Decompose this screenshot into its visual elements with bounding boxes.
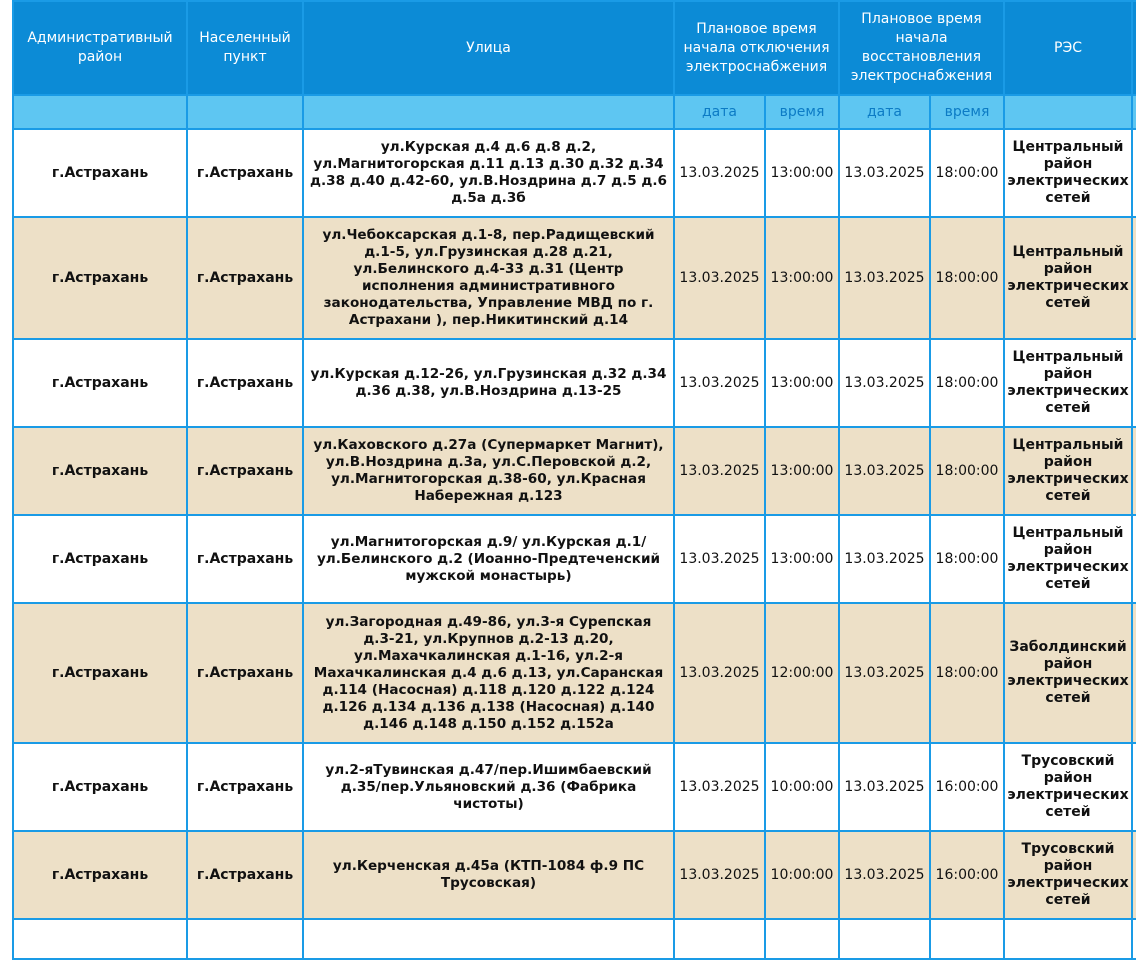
cell-extra [1132,339,1136,427]
cell-extra [1132,743,1136,831]
cell-extra [1132,217,1136,339]
table-row [13,217,1136,339]
subheader-row [13,95,1136,129]
subheader-empty [13,95,187,129]
cell-res: Центральный район электрических сетей [1004,217,1132,339]
cell-on-date: 13.03.2025 [839,603,930,743]
table-row [13,339,1136,427]
cell-district: г.Астрахань [13,831,187,919]
cell-extra [1132,831,1136,919]
col-header-locality: Населенный пункт [187,1,303,95]
cell-street: ул.Чебоксарская д.1-8, пер.Радищевский д.1-5, ул.Грузинская д.28 д.21, ул.Белинского д.4-33 д.31 (Центр исполнения административного законодательства, Управление МВД по г. Астрахани ), пер.Никитинский д.14 [303,217,674,339]
cell-on-time: 18:00:00 [930,129,1004,217]
cell-district: г.Астрахань [13,743,187,831]
cell-on-time: 18:00:00 [930,217,1004,339]
cell-street: ул.Каховского д.27а (Супермаркет Магнит), ул.В.Ноздрина д.3а, ул.С.Перовской д.2, ул.Магнитогорская д.38-60, ул.Красная Набережная д.123 [303,427,674,515]
cell-extra [1132,603,1136,743]
table-row [13,919,1136,959]
cell-on-date: 13.03.2025 [839,217,930,339]
subheader-empty [1132,95,1136,129]
col-header-street: Улица [303,1,674,95]
cell-res: Заболдинский район электрических сетей [1004,603,1132,743]
cell-district: г.Астрахань [13,129,187,217]
cell-off-date: 13.03.2025 [674,427,765,515]
cell-on-date: 13.03.2025 [839,515,930,603]
cell-district: г.Астрахань [13,339,187,427]
outage-schedule-table [12,0,1136,960]
table-row [13,831,1136,919]
subheader-empty [1004,95,1132,129]
cell-on-date [839,919,930,959]
cell-off-date: 13.03.2025 [674,603,765,743]
cell-off-date: 13.03.2025 [674,217,765,339]
cell-district [13,919,187,959]
cell-on-date: 13.03.2025 [839,129,930,217]
cell-on-time: 18:00:00 [930,427,1004,515]
cell-on-time [930,919,1004,959]
cell-on-date: 13.03.2025 [839,743,930,831]
cell-on-date: 13.03.2025 [839,339,930,427]
cell-locality: г.Астрахань [187,129,303,217]
cell-street: ул.Загородная д.49-86, ул.3-я Сурепская д.3-21, ул.Крупнов д.2-13 д.20, ул.Махачкалинская д.1-16, ул.2-я Махачкалинская д.4 д.6 д.13, ул.Саранская д.114 (Насосная) д.118 д.120 д.122 д.124 д.126 д.134 д.136 д.138 (Насосная) д.140 д.146 д.148 д.150 д.152 д.152а [303,603,674,743]
cell-street: ул.Магнитогорская д.9/ ул.Курская д.1/ ул.Белинского д.2 (Иоанно-Предтеченский мужской монастырь) [303,515,674,603]
cell-on-time: 16:00:00 [930,831,1004,919]
cell-on-time: 18:00:00 [930,339,1004,427]
cell-off-time [765,919,839,959]
cell-off-time: 12:00:00 [765,603,839,743]
cell-extra [1132,427,1136,515]
cell-off-date: 13.03.2025 [674,831,765,919]
cell-on-date: 13.03.2025 [839,427,930,515]
cell-district: г.Астрахань [13,515,187,603]
cell-extra [1132,129,1136,217]
cell-locality: г.Астрахань [187,515,303,603]
cell-street: ул.Курская д.12-26, ул.Грузинская д.32 д.34 д.36 д.38, ул.В.Ноздрина д.13-25 [303,339,674,427]
cell-extra [1132,919,1136,959]
cell-locality: г.Астрахань [187,217,303,339]
cell-locality: г.Астрахань [187,831,303,919]
cell-street: ул.Керченская д.45а (КТП-1084 ф.9 ПС Трусовская) [303,831,674,919]
cell-street: ул.Курская д.4 д.6 д.8 д.2, ул.Магнитогорская д.11 д.13 д.30 д.32 д.34 д.38 д.40 д.42-60, ул.В.Ноздрина д.7 д.5 д.6 д.5а д.3б [303,129,674,217]
table-row [13,515,1136,603]
cell-locality: г.Астрахань [187,427,303,515]
cell-res: Центральный район электрических сетей [1004,427,1132,515]
cell-on-time: 16:00:00 [930,743,1004,831]
cell-off-date: 13.03.2025 [674,515,765,603]
cell-locality [187,919,303,959]
outage-schedule-table-wrapper [12,0,1136,960]
cell-off-time: 10:00:00 [765,831,839,919]
cell-off-time: 13:00:00 [765,129,839,217]
cell-district: г.Астрахань [13,217,187,339]
table-row [13,743,1136,831]
table-row [13,129,1136,217]
cell-res [1004,919,1132,959]
cell-on-date: 13.03.2025 [839,831,930,919]
col-header-district: Административный район [13,1,187,95]
cell-off-time: 13:00:00 [765,515,839,603]
subheader-off-date: дата [674,95,765,129]
cell-street: ул.2-яТувинская д.47/пер.Ишимбаевский д.35/пер.Ульяновский д.36 (Фабрика чистоты) [303,743,674,831]
col-header-extra [1132,1,1136,95]
cell-off-date [674,919,765,959]
col-header-res: РЭС [1004,1,1132,95]
col-header-restore-start: Плановое время начала восстановления электроснабжения [839,1,1004,95]
table-row [13,427,1136,515]
cell-off-time: 13:00:00 [765,427,839,515]
cell-street [303,919,674,959]
cell-locality: г.Астрахань [187,603,303,743]
cell-off-date: 13.03.2025 [674,339,765,427]
subheader-on-time: время [930,95,1004,129]
cell-locality: г.Астрахань [187,743,303,831]
cell-off-date: 13.03.2025 [674,743,765,831]
cell-res: Трусовский район электрических сетей [1004,743,1132,831]
subheader-empty [303,95,674,129]
table-row [13,603,1136,743]
cell-off-time: 10:00:00 [765,743,839,831]
cell-on-time: 18:00:00 [930,603,1004,743]
cell-res: Центральный район электрических сетей [1004,515,1132,603]
subheader-empty [187,95,303,129]
cell-res: Трусовский район электрических сетей [1004,831,1132,919]
cell-off-time: 13:00:00 [765,339,839,427]
cell-on-time: 18:00:00 [930,515,1004,603]
cell-district: г.Астрахань [13,427,187,515]
col-header-outage-start: Плановое время начала отключения электроснабжения [674,1,839,95]
header-row [13,1,1136,95]
cell-locality: г.Астрахань [187,339,303,427]
cell-res: Центральный район электрических сетей [1004,339,1132,427]
cell-res: Центральный район электрических сетей [1004,129,1132,217]
cell-district: г.Астрахань [13,603,187,743]
cell-extra [1132,515,1136,603]
cell-off-time: 13:00:00 [765,217,839,339]
cell-off-date: 13.03.2025 [674,129,765,217]
subheader-off-time: время [765,95,839,129]
subheader-on-date: дата [839,95,930,129]
